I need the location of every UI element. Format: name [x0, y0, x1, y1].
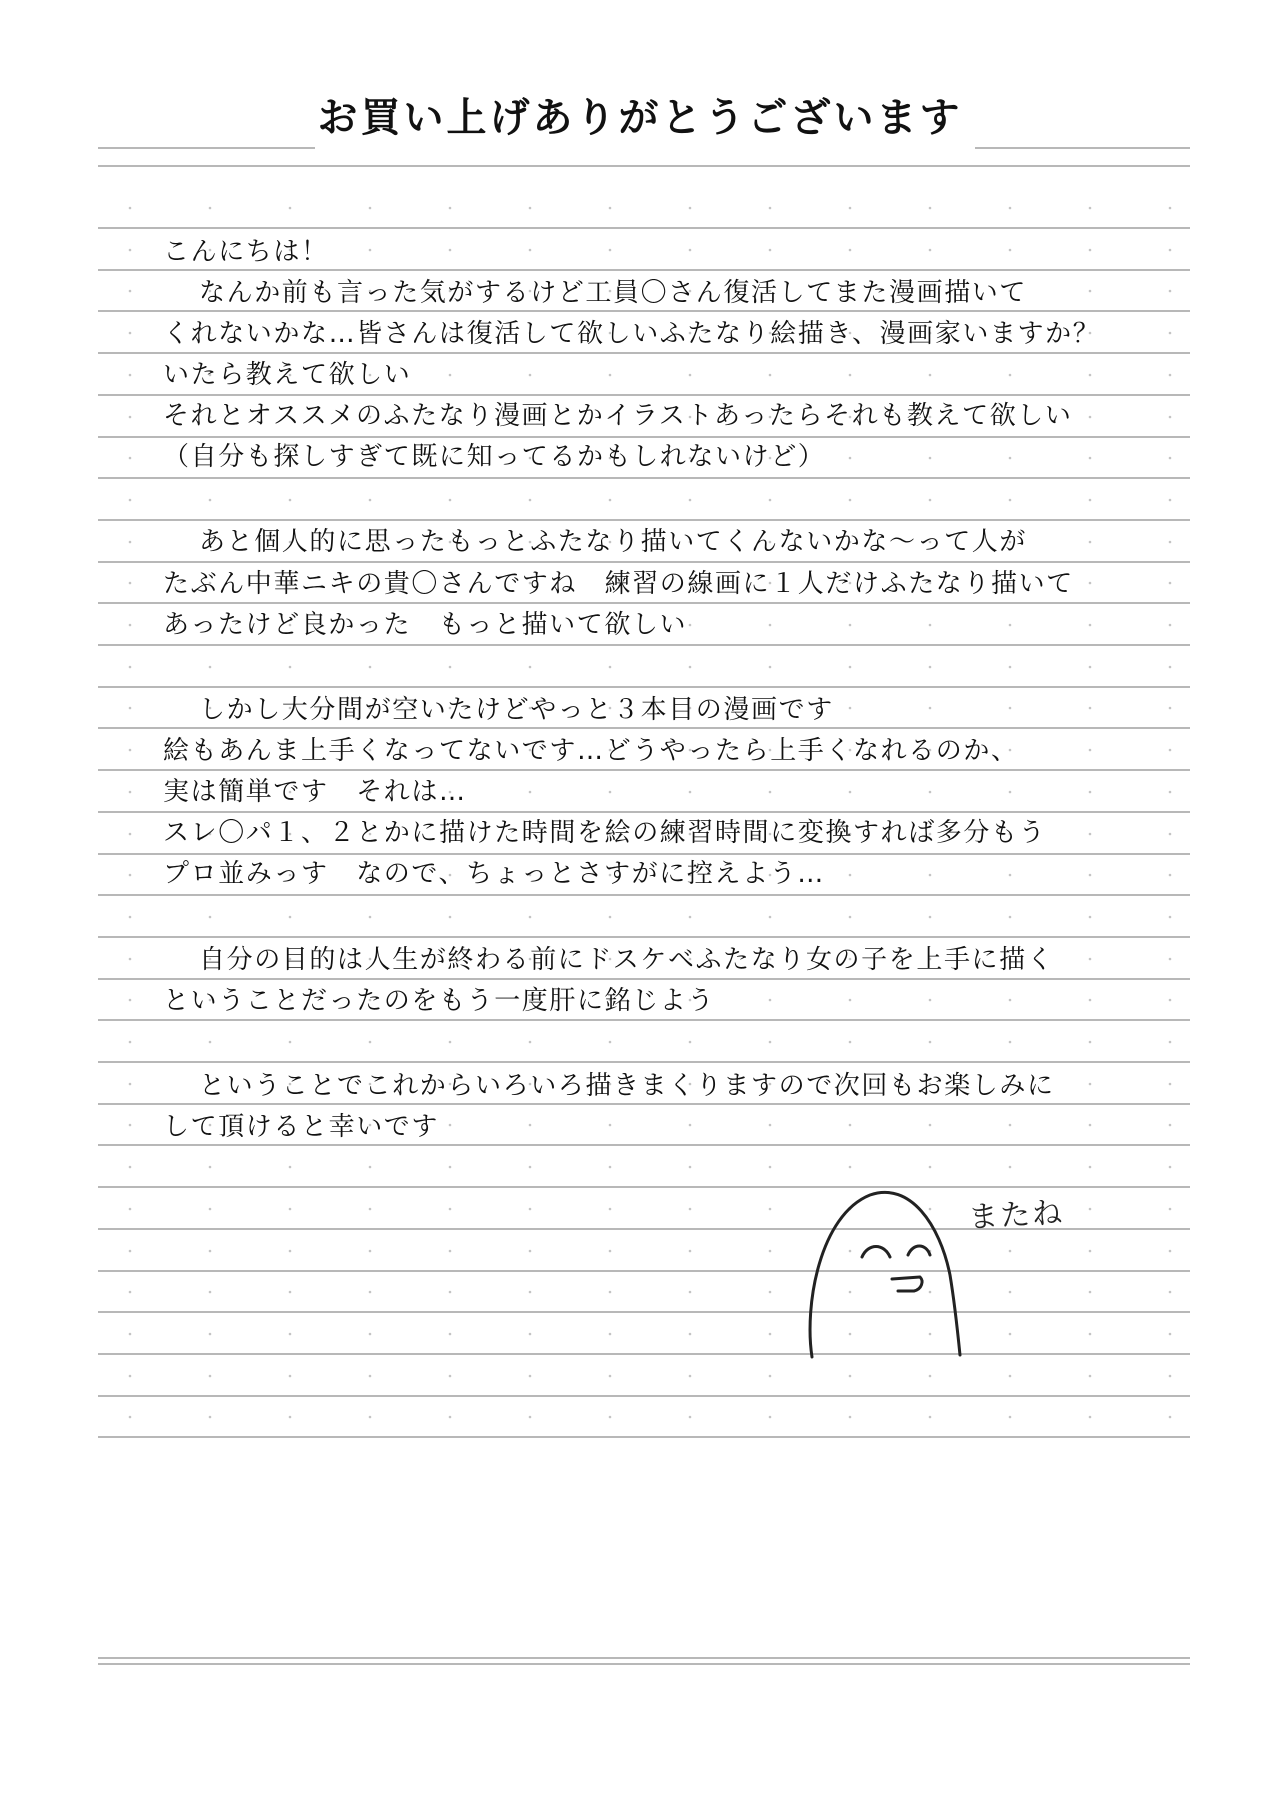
rule-dot — [1089, 833, 1092, 836]
rule-dot — [369, 916, 372, 919]
rule-dot — [929, 1124, 932, 1127]
rule-dot — [689, 1041, 692, 1044]
rule-dot — [209, 1041, 212, 1044]
rule-dot — [129, 791, 132, 794]
rule-dot — [129, 958, 132, 961]
rule-dot — [449, 499, 452, 502]
rule-dot — [449, 374, 452, 377]
rule-dot — [769, 1375, 772, 1378]
rule-dot — [369, 499, 372, 502]
rule-dot — [929, 999, 932, 1002]
rule-dot — [1089, 207, 1092, 210]
rule-dot — [209, 1166, 212, 1169]
rule-dot — [1169, 290, 1172, 293]
rule-dot — [369, 1416, 372, 1419]
rule-dot — [369, 1291, 372, 1294]
rule-dot — [1169, 916, 1172, 919]
rule-dot — [369, 249, 372, 252]
rule-dot — [529, 1250, 532, 1253]
rule-dot — [289, 207, 292, 210]
rule-dot — [1009, 1375, 1012, 1378]
rule-dot — [129, 1124, 132, 1127]
rule-dot — [689, 249, 692, 252]
rule-dot — [129, 374, 132, 377]
rule-dot — [529, 249, 532, 252]
smiling-blob-doodle-icon — [800, 1185, 970, 1365]
rule-dot — [369, 1333, 372, 1336]
rule-dot — [769, 207, 772, 210]
text-line: あったけど良かった もっと描いて欲しい — [163, 610, 688, 640]
rule-dot — [1089, 1416, 1092, 1419]
rule-dot — [369, 207, 372, 210]
rule-dot — [769, 1291, 772, 1294]
rule-dot — [849, 457, 852, 460]
rule-dot — [929, 1375, 932, 1378]
rule-dot — [209, 499, 212, 502]
rule-dot — [209, 916, 212, 919]
signoff-handwritten: またね — [967, 1195, 1066, 1236]
rule-dot — [769, 1166, 772, 1169]
rule-dot — [609, 207, 612, 210]
rule-dot — [1089, 1291, 1092, 1294]
rule-dot — [289, 1041, 292, 1044]
rule-dot — [929, 624, 932, 627]
text-line: ということでこれからいろいろ描きまくりますので次回もお楽しみに — [199, 1071, 1055, 1101]
rule-dot — [209, 1333, 212, 1336]
rule-dot — [529, 1333, 532, 1336]
rule-dot — [849, 791, 852, 794]
rule-dot — [1169, 707, 1172, 710]
rule-dot — [769, 249, 772, 252]
rule-dot — [849, 1416, 852, 1419]
rule-dot — [1169, 582, 1172, 585]
rule-dot — [689, 624, 692, 627]
rule-dot — [1089, 249, 1092, 252]
rule-dot — [689, 1416, 692, 1419]
rule-dot — [1009, 499, 1012, 502]
text-line: こんにちは！ — [163, 237, 329, 267]
rule-dot — [369, 1250, 372, 1253]
rule-dot — [1009, 457, 1012, 460]
rule-dot — [289, 1333, 292, 1336]
rule-dot — [209, 207, 212, 210]
rule-dot — [129, 1250, 132, 1253]
rule-dot — [1169, 999, 1172, 1002]
rule-dot — [209, 1250, 212, 1253]
rule-dot — [289, 666, 292, 669]
rule-dot — [289, 1208, 292, 1211]
rule-dot — [449, 916, 452, 919]
rule-dot — [129, 749, 132, 752]
rule-dot — [769, 374, 772, 377]
rule-dot — [849, 1124, 852, 1127]
rule-dot — [1089, 1333, 1092, 1336]
page-title: お買い上げありがとうございます — [317, 95, 963, 141]
rule-dot — [929, 666, 932, 669]
rule-dot — [769, 999, 772, 1002]
text-line: して頂けると幸いです — [163, 1112, 440, 1142]
rule-dot — [1169, 1291, 1172, 1294]
rule-dot — [529, 1041, 532, 1044]
rule-dot — [1169, 1333, 1172, 1336]
text-line: 自分の目的は人生が終わる前にドスケベふたなり女の子を上手に描く — [199, 945, 1055, 975]
rule-dot — [1009, 1124, 1012, 1127]
rule-dot — [1009, 1250, 1012, 1253]
rule-dot — [449, 1041, 452, 1044]
rule-dot — [1169, 1166, 1172, 1169]
rule-dot — [609, 1166, 612, 1169]
text-line: いたら教えて欲しい — [163, 360, 412, 390]
rule-dot — [449, 1208, 452, 1211]
rule-dot — [449, 666, 452, 669]
rule-dot — [209, 1208, 212, 1211]
rule-dot — [1169, 958, 1172, 961]
rule-dot — [1009, 1291, 1012, 1294]
rule-dot — [1089, 1208, 1092, 1211]
rule-dot — [129, 249, 132, 252]
rule-dot — [769, 499, 772, 502]
rule-dot — [1169, 1041, 1172, 1044]
rule-dot — [929, 1416, 932, 1419]
rule-dot — [689, 1333, 692, 1336]
rule-dot — [769, 1124, 772, 1127]
rule-dot — [129, 499, 132, 502]
rule-dot — [929, 1166, 932, 1169]
rule-dot — [1089, 624, 1092, 627]
rule-dot — [1169, 1208, 1172, 1211]
rule-dot — [1089, 457, 1092, 460]
rule-dot — [849, 999, 852, 1002]
rule-dot — [289, 1166, 292, 1169]
rule-dot — [449, 1124, 452, 1127]
rule-dot — [129, 833, 132, 836]
rule-dot — [1169, 332, 1172, 335]
rule-dot — [929, 457, 932, 460]
rule-dot — [129, 916, 132, 919]
rule-dot — [769, 791, 772, 794]
rule-dot — [609, 374, 612, 377]
rule-dot — [1009, 1041, 1012, 1044]
rule-dot — [1089, 541, 1092, 544]
rule-dot — [929, 499, 932, 502]
rule-dot — [129, 582, 132, 585]
rule-dot — [449, 1416, 452, 1419]
rule-dot — [209, 666, 212, 669]
rule-dot — [129, 1208, 132, 1211]
rule-dot — [769, 1416, 772, 1419]
rule-dot — [929, 249, 932, 252]
rule-dot — [689, 666, 692, 669]
rule-dot — [209, 1416, 212, 1419]
rule-dot — [1169, 374, 1172, 377]
rule-dot — [609, 1250, 612, 1253]
rule-dot — [689, 1166, 692, 1169]
text-line: ということだったのをもう一度肝に銘じよう — [163, 986, 716, 1016]
rule-dot — [929, 374, 932, 377]
rule-dot — [1089, 1041, 1092, 1044]
text-line: （自分も探しすぎて既に知ってるかもしれないけど） — [163, 442, 826, 472]
rule-dot — [129, 624, 132, 627]
rule-dot — [1169, 874, 1172, 877]
rule-dot — [1169, 1124, 1172, 1127]
rule-dot — [1009, 1166, 1012, 1169]
rule-dot — [1009, 707, 1012, 710]
rule-dot — [529, 1291, 532, 1294]
rule-dot — [129, 1291, 132, 1294]
rule-dot — [609, 499, 612, 502]
rule-dot — [529, 1124, 532, 1127]
rule-dot — [849, 1041, 852, 1044]
rule-dot — [769, 1333, 772, 1336]
rule-dot — [689, 1124, 692, 1127]
rule-dot — [609, 249, 612, 252]
rule-dot — [449, 1250, 452, 1253]
rule-dot — [769, 1041, 772, 1044]
rule-dot — [849, 1375, 852, 1378]
rule-dot — [609, 1416, 612, 1419]
rule-dot — [129, 999, 132, 1002]
rule-dot — [689, 374, 692, 377]
rule-dot — [1169, 666, 1172, 669]
rule-dot — [529, 791, 532, 794]
rule-dot — [129, 874, 132, 877]
rule-dot — [1089, 374, 1092, 377]
rule-dot — [929, 707, 932, 710]
rule-dot — [449, 1291, 452, 1294]
rule-dot — [849, 374, 852, 377]
rule-dot — [1169, 833, 1172, 836]
rule-dot — [1009, 1416, 1012, 1419]
rule-dot — [1169, 1083, 1172, 1086]
rule-dot — [449, 249, 452, 252]
rule-dot — [689, 916, 692, 919]
text-line: しかし大分間が空いたけどやっと３本目の漫画です — [199, 695, 834, 725]
rule-dot — [609, 1375, 612, 1378]
rule-dot — [1169, 541, 1172, 544]
rule-dot — [1089, 999, 1092, 1002]
rule-dot — [289, 1375, 292, 1378]
rule-dot — [609, 1124, 612, 1127]
text-line: スレ〇パ１、２とかに描けた時間を絵の練習時間に変換すれば多分もう — [163, 818, 1047, 848]
rule-dot — [769, 916, 772, 919]
rule-dot — [609, 1208, 612, 1211]
rule-dot — [849, 249, 852, 252]
rule-dot — [1089, 958, 1092, 961]
rule-dot — [129, 1333, 132, 1336]
rule-dot — [1009, 207, 1012, 210]
rule-dot — [929, 207, 932, 210]
rule-dot — [1009, 791, 1012, 794]
rule-dot — [1009, 666, 1012, 669]
rule-dot — [1169, 416, 1172, 419]
rule-dot — [369, 1041, 372, 1044]
rule-dot — [369, 1166, 372, 1169]
rule-dot — [929, 791, 932, 794]
rule-dot — [129, 416, 132, 419]
rule-dot — [929, 874, 932, 877]
rule-dot — [1169, 1375, 1172, 1378]
rule-dot — [1089, 1083, 1092, 1086]
rule-dot — [1169, 457, 1172, 460]
rule-dot — [609, 666, 612, 669]
rule-dot — [1009, 249, 1012, 252]
rule-dot — [529, 499, 532, 502]
rule-dot — [369, 1208, 372, 1211]
rule-dot — [449, 1375, 452, 1378]
rule-dot — [689, 1250, 692, 1253]
rule-dot — [1089, 749, 1092, 752]
rule-dot — [1009, 1333, 1012, 1336]
rule-dot — [289, 1416, 292, 1419]
rule-dot — [609, 1291, 612, 1294]
rule-dot — [1089, 1166, 1092, 1169]
rule-dot — [849, 916, 852, 919]
rule-dot — [689, 1291, 692, 1294]
rule-dot — [449, 207, 452, 210]
rule-dot — [1169, 1416, 1172, 1419]
rule-dot — [529, 374, 532, 377]
rule-dot — [1089, 582, 1092, 585]
rule-dot — [129, 332, 132, 335]
rule-dot — [929, 1041, 932, 1044]
rule-dot — [209, 1291, 212, 1294]
rule-dot — [849, 499, 852, 502]
rule-dot — [609, 916, 612, 919]
rule-dot — [529, 1416, 532, 1419]
rule-dot — [529, 207, 532, 210]
rule-dot — [529, 1166, 532, 1169]
rule-dot — [929, 916, 932, 919]
rule-dot — [1089, 499, 1092, 502]
rule-dot — [1089, 1375, 1092, 1378]
rule-dot — [1089, 1250, 1092, 1253]
rule-dot — [369, 666, 372, 669]
text-line: 絵もあんま上手くなってないです…どうやったら上手くなれるのか、 — [163, 736, 1019, 766]
rule-dot — [689, 791, 692, 794]
text-line: あと個人的に思ったもっとふたなり描いてくんないかな～って人が — [199, 527, 1028, 557]
rule-dot — [849, 1166, 852, 1169]
rule-dot — [1089, 707, 1092, 710]
rule-dot — [1089, 791, 1092, 794]
rule-dot — [1169, 791, 1172, 794]
rule-dot — [1009, 999, 1012, 1002]
rule-dot — [1009, 374, 1012, 377]
rule-dot — [1089, 666, 1092, 669]
rule-dot — [529, 1375, 532, 1378]
rule-dot — [369, 1375, 372, 1378]
rule-dot — [529, 666, 532, 669]
rule-dot — [129, 1083, 132, 1086]
rule-dot — [1169, 1250, 1172, 1253]
rule-dot — [689, 1375, 692, 1378]
rule-dot — [769, 1250, 772, 1253]
rule-dot — [689, 1208, 692, 1211]
rule-dot — [1169, 624, 1172, 627]
rule-dot — [209, 1375, 212, 1378]
text-line: それとオススメのふたなり漫画とかイラストあったらそれも教えて欲しい — [163, 401, 1073, 431]
rule-dot — [769, 624, 772, 627]
rule-dot — [609, 1333, 612, 1336]
rule-dot — [609, 1041, 612, 1044]
rule-dot — [1169, 499, 1172, 502]
rule-dot — [129, 457, 132, 460]
rule-dot — [289, 1250, 292, 1253]
rule-dot — [1089, 416, 1092, 419]
rule-dot — [449, 1333, 452, 1336]
rule-dot — [129, 666, 132, 669]
rule-dot — [1169, 249, 1172, 252]
rule-dot — [129, 290, 132, 293]
rule-dot — [129, 1375, 132, 1378]
rule-dot — [129, 1041, 132, 1044]
rule-dot — [449, 1166, 452, 1169]
rule-dot — [1009, 874, 1012, 877]
rule-dot — [689, 499, 692, 502]
rule-dot — [129, 207, 132, 210]
rule-dot — [849, 666, 852, 669]
rule-dot — [609, 791, 612, 794]
rule-dot — [1009, 624, 1012, 627]
rule-dot — [1009, 916, 1012, 919]
rule-dot — [129, 707, 132, 710]
rule-dot — [769, 666, 772, 669]
rule-dot — [289, 499, 292, 502]
rule-dot — [529, 1208, 532, 1211]
text-line: 実は簡単です それは… — [163, 777, 467, 807]
rule-dot — [1089, 290, 1092, 293]
rule-dot — [849, 707, 852, 710]
text-line: プロ並みっす なので、ちょっとさすがに控えよう… — [163, 859, 825, 889]
rule-dot — [1089, 874, 1092, 877]
rule-dot — [1089, 916, 1092, 919]
rule-dot — [129, 541, 132, 544]
rule-dot — [1169, 207, 1172, 210]
rule-dot — [129, 1166, 132, 1169]
rule-dot — [1169, 749, 1172, 752]
rule-dot — [769, 1208, 772, 1211]
rule-dot — [849, 207, 852, 210]
rule-dot — [849, 624, 852, 627]
rule-dot — [289, 1291, 292, 1294]
rule-dot — [849, 874, 852, 877]
text-line: たぶん中華ニキの貴〇さんですね 練習の線画に１人だけふたなり描いて — [163, 569, 1074, 599]
rule-dot — [129, 1416, 132, 1419]
rule-dot — [529, 916, 532, 919]
rule-dot — [289, 916, 292, 919]
text-line: くれないかな…皆さんは復活して欲しいふたなり絵描き、漫画家いますか？ — [163, 319, 1101, 349]
rule-dot — [689, 207, 692, 210]
text-line: なんか前も言った気がするけど工員〇さん復活してまた漫画描いて — [199, 278, 1028, 308]
rule-dot — [1089, 1124, 1092, 1127]
